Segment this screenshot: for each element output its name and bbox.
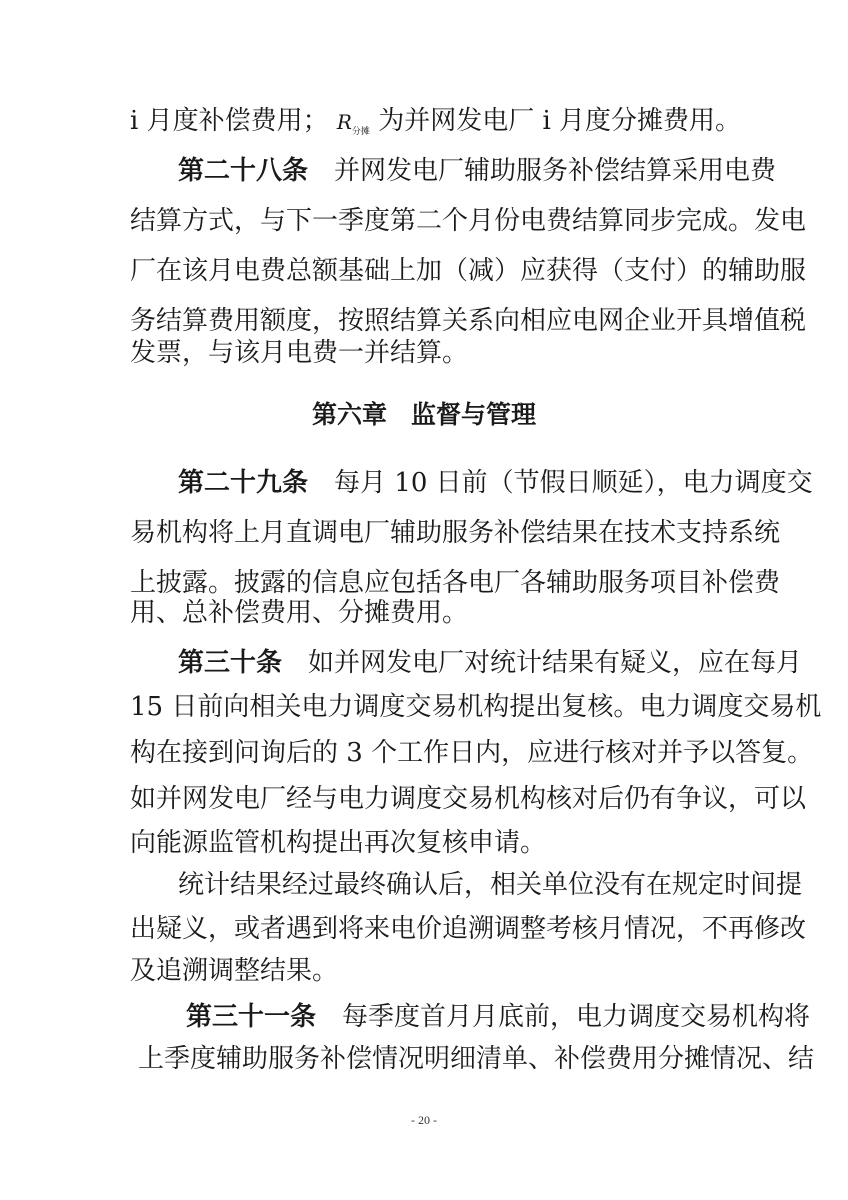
article-28-line-2: 结算方式，与下一季度第二个月份电费结算同步完成。发电 (130, 206, 807, 236)
article-31-line-1: 第三十一条 每季度首月月底前，电力调度交易机构将 (186, 1002, 811, 1032)
article-30-line-2: 15 日前向相关电力调度交易机构提出复核。电力调度交易机 (130, 692, 822, 722)
article-30-line-5: 向能源监管机构提出再次复核申请。 (130, 828, 547, 858)
article-30-line-4: 如并网发电厂经与电力调度交易机构核对后仍有争议，可以 (130, 784, 807, 814)
formula-symbol: $R_{分摊}$ (336, 110, 370, 137)
article-31-title: 第三十一条 (186, 1002, 317, 1032)
article-31-line-2: 上季度辅助服务补偿情况明细清单、补偿费用分摊情况、结 (138, 1044, 815, 1074)
page-number: - 20 - (411, 1113, 437, 1127)
paragraph-line-1: 统计结果经过最终确认后，相关单位没有在规定时间提 (178, 870, 803, 900)
article-28-line-3: 厂在该月电费总额基础上加（减）应获得（支付）的辅助服 (130, 256, 807, 286)
article-30-title: 第三十条 (178, 648, 283, 678)
article-30-line-3: 构在接到问询后的 3 个工作日内，应进行核对并予以答复。 (130, 738, 814, 768)
paragraph-line-2: 出疑义，或者遇到将来电价追溯调整考核月情况，不再修改 (130, 914, 807, 944)
formula-subscript: 分摊 (351, 127, 370, 137)
article-29-line-1: 第二十九条 每月 10 日前（节假日顺延），电力调度交 (178, 468, 813, 498)
article-28-title: 第二十八条 (178, 156, 309, 186)
article-28-line-4: 务结算费用额度，按照结算关系向相应电网企业开具增值税 (130, 306, 807, 336)
article-29-line-2: 易机构将上月直调电厂辅助服务补偿结果在技术支持系统 (130, 518, 781, 548)
chapter-number: 第六章 (311, 400, 387, 429)
text-line (130, 104, 742, 138)
text-fragment: 为并网发电厂 i 月度分摊费用。 (378, 106, 742, 136)
article-29-title: 第二十九条 (178, 468, 309, 498)
text-fragment: i 月度补偿费用； (130, 106, 329, 136)
article-28-line-5: 发票，与该月电费一并结算。 (130, 338, 469, 368)
chapter-heading (0, 398, 848, 432)
paragraph-line-3: 及追溯调整结果。 (130, 956, 339, 986)
article-29-line-4: 用、总补偿费用、分摊费用。 (130, 598, 469, 628)
article-29-line-3: 上披露。披露的信息应包括各电厂各辅助服务项目补偿费 (130, 568, 781, 598)
article-28-line-1: 第二十八条 并网发电厂辅助服务补偿结算采用电费 (178, 156, 777, 186)
article-30-line-1: 第三十条 如并网发电厂对统计结果有疑义，应在每月 (178, 648, 803, 678)
chapter-title: 监督与管理 (411, 400, 537, 429)
